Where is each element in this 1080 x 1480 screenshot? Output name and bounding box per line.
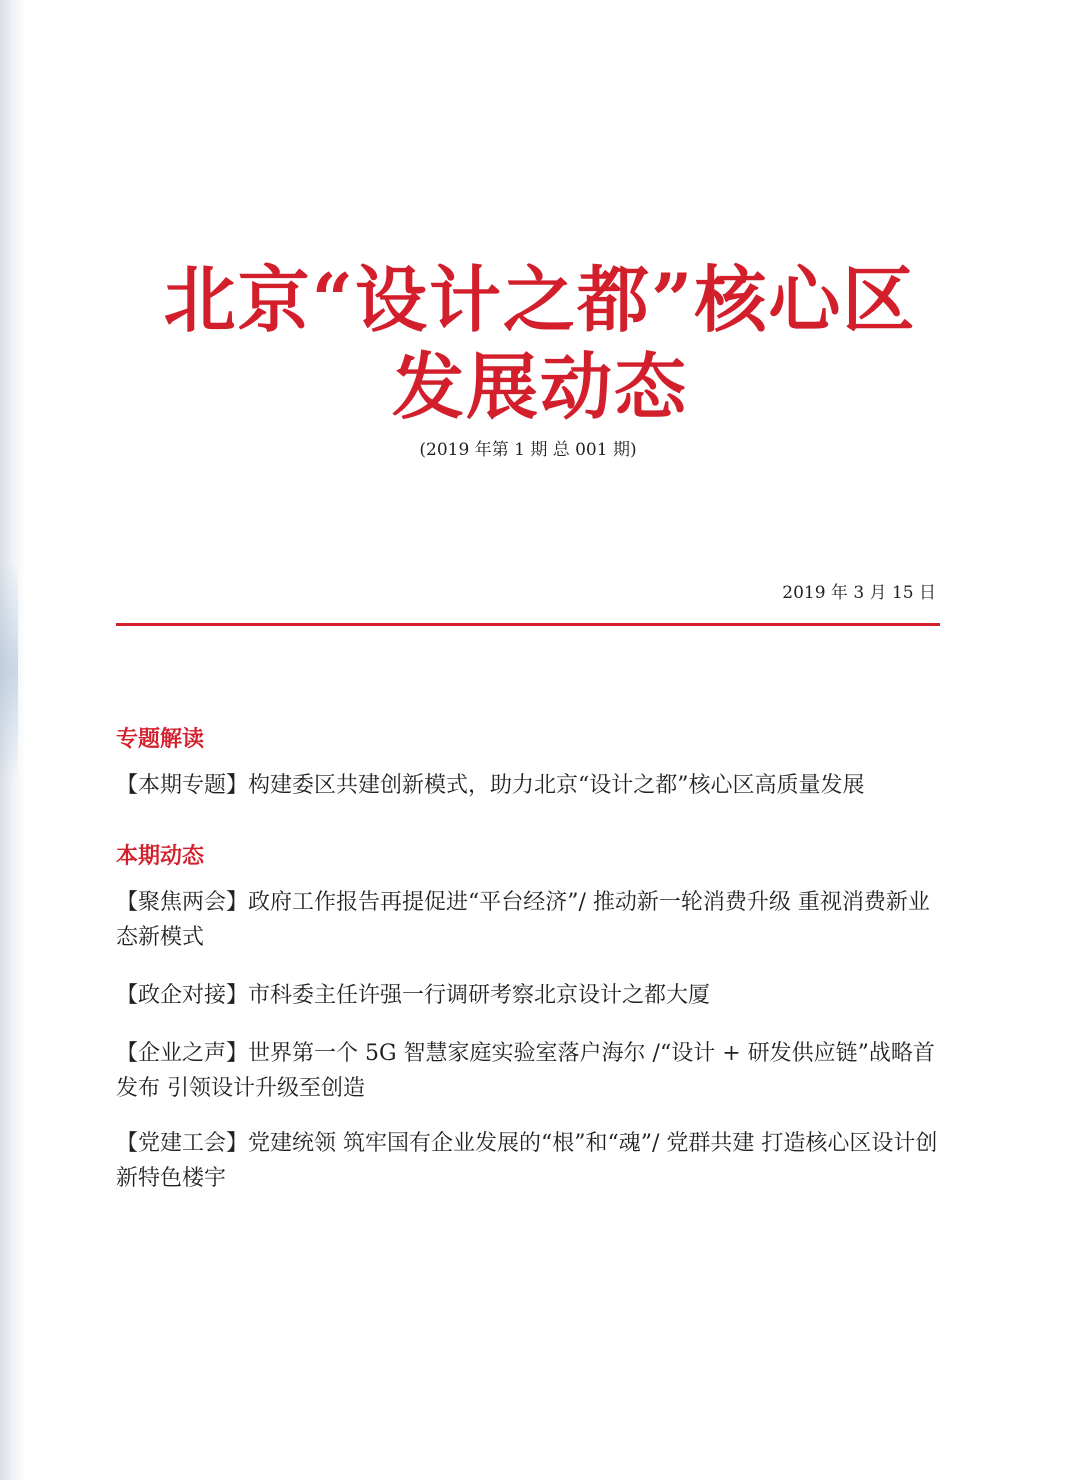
list-item: 【党建工会】党建统领 筑牢国有企业发展的“根”和“魂”/ 党群共建 打造核心区设计创新特色楼宇 <box>116 1131 938 1191</box>
header-divider <box>116 623 940 626</box>
left-edge-photo-strip <box>0 0 26 1480</box>
section-title-current-news: 本期动态 <box>116 843 205 869</box>
page-title-line-2: 发展动态 <box>391 344 688 429</box>
page-title-line-1: 北京“设计之都”核心区 <box>163 257 917 342</box>
publish-date: 2019 年 3 月 15 日 <box>782 583 936 603</box>
section-title-special-topic: 专题解读 <box>116 726 205 752</box>
list-item: 【聚焦两会】政府工作报告再提促进“平台经济”/ 推动新一轮消费升级 重视消费新业态新模式 <box>116 890 930 950</box>
list-item: 【政企对接】市科委主任许强一行调研考察北京设计之都大厦 <box>116 983 711 1008</box>
list-item: 【本期专题】构建委区共建创新模式，助力北京“设计之都”核心区高质量发展 <box>116 773 865 798</box>
list-item: 【企业之声】世界第一个 5G 智慧家庭实验室落户海尔 /“设计 + 研发供应链”战略首发布 引领设计升级至创造 <box>116 1041 935 1101</box>
issue-number: (2019 年第 1 期 总 001 期) <box>419 440 637 460</box>
